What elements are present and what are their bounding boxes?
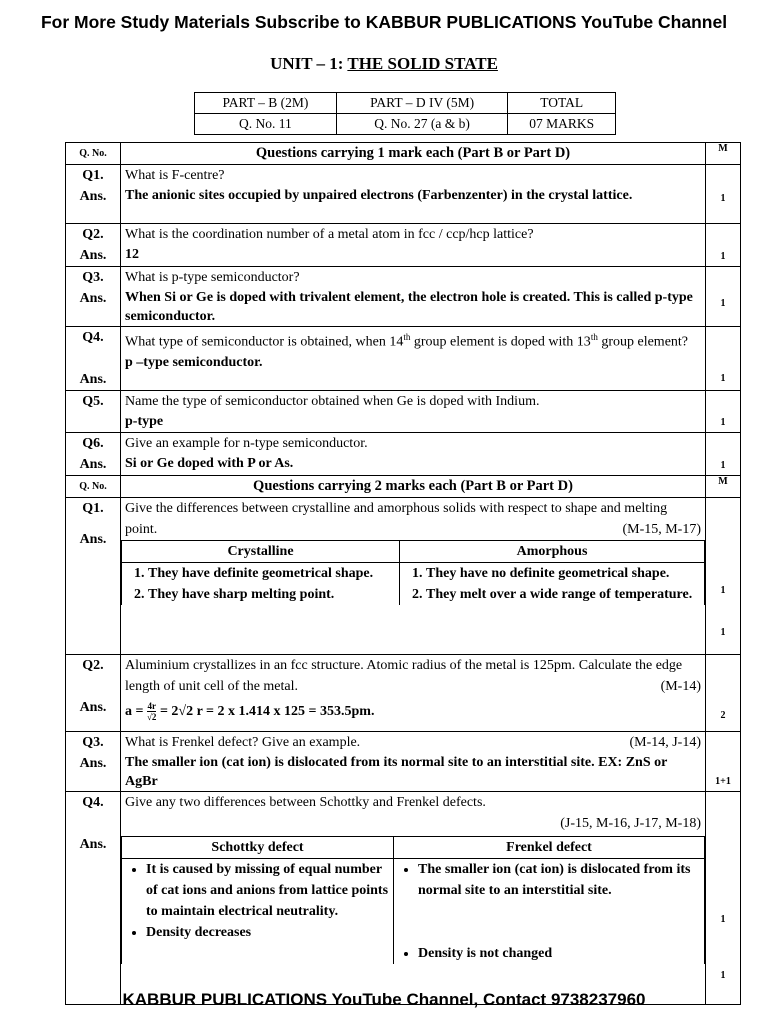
col-header-schottky: Schottky defect: [122, 837, 394, 859]
col-header-frenkel: Frenkel defect: [394, 837, 705, 859]
question-number: Q6.: [82, 436, 104, 451]
answer-label: Ans.: [79, 532, 107, 547]
list-item: 2. They melt over a wide range of temperature.: [426, 584, 700, 605]
crystalline-amorphous-table: [121, 540, 705, 605]
list-item: • Density decreases: [146, 922, 389, 943]
answer-formula: a = $\frac{4r}{√2}$ = 2√2 r = 2 x 1.414 x 125 = 353.5pm.: [125, 701, 375, 723]
question-number: Q4.: [82, 330, 104, 345]
answer-text: p –type semiconductor.: [125, 354, 263, 370]
section2-title: Questions carrying 2 marks each (Part B or Part D): [121, 476, 706, 498]
question-text: Give the differences between crystalline and amorphous solids with respect to shape and melting point. (M-15, M-17): [125, 498, 701, 540]
marks-value: 1: [720, 970, 726, 981]
unit-heading: [0, 54, 768, 74]
question-row: [66, 498, 741, 655]
marks-label: M: [706, 476, 741, 498]
question-number: Q1.: [82, 501, 104, 516]
question-text: Name the type of semiconductor obtained when Ge is doped with Indium.: [125, 394, 540, 409]
question-row: [66, 391, 741, 433]
answer-label: Ans.: [79, 248, 107, 263]
summary-value-part-d: Q. No. 27 (a & b): [336, 114, 507, 135]
marks-value: 1: [720, 627, 726, 638]
exam-reference: (M-14, J-14): [629, 735, 701, 750]
col-header-crystalline: Crystalline: [122, 541, 400, 563]
unit-prefix: UNIT – 1:: [270, 54, 348, 73]
answer-label: Ans.: [79, 189, 107, 204]
marks-value: 2: [706, 655, 741, 732]
summary-value-part-b: Q. No. 11: [195, 114, 337, 135]
marks-value: 1: [706, 433, 741, 476]
marks-value: 1: [706, 267, 741, 327]
question-number: Q4.: [82, 795, 104, 810]
answer-text: p-type: [125, 414, 164, 429]
question-number: Q3.: [82, 270, 104, 285]
list-item: • The smaller ion (cat ion) is dislocated from its normal site to an interstitial site.: [418, 859, 700, 901]
question-row: [66, 224, 741, 267]
answer-text: When Si or Ge is doped with trivalent element, the electron hole is created. This is called p-type semiconductor.: [125, 290, 693, 324]
question-row: [66, 165, 741, 224]
unit-title: THE SOLID STATE: [347, 54, 498, 73]
summary-header-total: TOTAL: [508, 93, 616, 114]
marks-value: 1: [706, 165, 741, 224]
question-number: Q3.: [82, 735, 104, 750]
question-number: Q2.: [82, 658, 104, 673]
section1-header: [66, 143, 741, 165]
marks-value: 1: [720, 914, 726, 925]
answer-label: Ans.: [79, 291, 107, 306]
answer-label: Ans.: [79, 837, 107, 852]
question-text: What is p-type semiconductor?: [125, 270, 300, 285]
marks-value: 1+1: [706, 732, 741, 792]
marks-value: 1: [706, 391, 741, 433]
questions-table: [65, 142, 741, 1005]
exam-reference: (M-14): [660, 679, 701, 694]
list-item: 1. They have no definite geometrical shape.: [426, 563, 700, 584]
marks-value: 1: [720, 585, 726, 596]
question-row: [66, 267, 741, 327]
answer-text: The smaller ion (cat ion) is dislocated from its normal site to an interstitial site. EX: ZnS or AgBr: [125, 755, 668, 789]
summary-value-total: 07 MARKS: [508, 114, 616, 135]
list-item: • Density is not changed: [418, 943, 700, 964]
answer-label: Ans.: [79, 700, 107, 715]
question-text: What is Frenkel defect? Give an example. (M-14, J-14): [125, 732, 701, 753]
question-row: [66, 792, 741, 1005]
question-row: [66, 655, 741, 732]
exam-reference: (J-15, M-16, J-17, M-18): [560, 816, 701, 831]
question-row: [66, 327, 741, 391]
col-header-amorphous: Amorphous: [400, 541, 705, 563]
list-item: 2. They have sharp melting point.: [148, 584, 395, 605]
list-item: • It is caused by missing of equal number of cat ions and anions from lattice points to maintain electrical neutrality.: [146, 859, 389, 922]
question-text: Give an example for n-type semiconductor.: [125, 436, 368, 451]
answer-label: Ans.: [79, 457, 107, 472]
banner: For More Study Materials Subscribe to KABBUR PUBLICATIONS YouTube Channel: [40, 12, 728, 32]
marks-label: M: [706, 143, 741, 165]
section1-title: Questions carrying 1 mark each (Part B or Part D): [121, 143, 706, 165]
fraction: $\frac{4r}{√2}$: [146, 701, 157, 723]
marks-summary-table: [194, 92, 616, 135]
marks-value: 1: [706, 327, 741, 391]
answer-text: Si or Ge doped with P or As.: [125, 456, 294, 471]
question-number: Q1.: [82, 168, 104, 183]
section2-header: [66, 476, 741, 498]
answer-text: The anionic sites occupied by unpaired electrons (Farbenzenter) in the crystal lattice.: [125, 188, 633, 203]
qno-label: Q. No.: [66, 143, 121, 165]
answer-text: 12: [125, 247, 139, 262]
schottky-frenkel-table: [121, 836, 705, 964]
question-text: What is the coordination number of a metal atom in fcc / ccp/hcp lattice?: [125, 227, 534, 242]
exam-reference: (M-15, M-17): [622, 522, 701, 537]
marks-value: 1: [706, 224, 741, 267]
summary-header-part-d: PART – D IV (5M): [336, 93, 507, 114]
footer: KABBUR PUBLICATIONS YouTube Channel, Contact 9738237960: [122, 990, 646, 1009]
question-text: What is F-centre?: [125, 168, 225, 183]
question-text: What type of semiconductor is obtained, when 14th group element is doped with 13th group element?: [125, 332, 689, 350]
question-text: Give any two differences between Schottky and Frenkel defects.: [125, 795, 486, 810]
answer-label: Ans.: [79, 372, 107, 387]
summary-header-part-b: PART – B (2M): [195, 93, 337, 114]
list-item: 1. They have definite geometrical shape.: [148, 563, 395, 584]
question-number: Q2.: [82, 227, 104, 242]
answer-label: Ans.: [79, 756, 107, 771]
question-number: Q5.: [82, 394, 104, 409]
question-row: [66, 433, 741, 476]
qno-label: Q. No.: [66, 476, 121, 498]
question-row: [66, 732, 741, 792]
question-text: Aluminium crystallizes in an fcc structure. Atomic radius of the metal is 125pm. Calculate the edge length of unit cell of the metal. (M-14): [125, 655, 701, 697]
